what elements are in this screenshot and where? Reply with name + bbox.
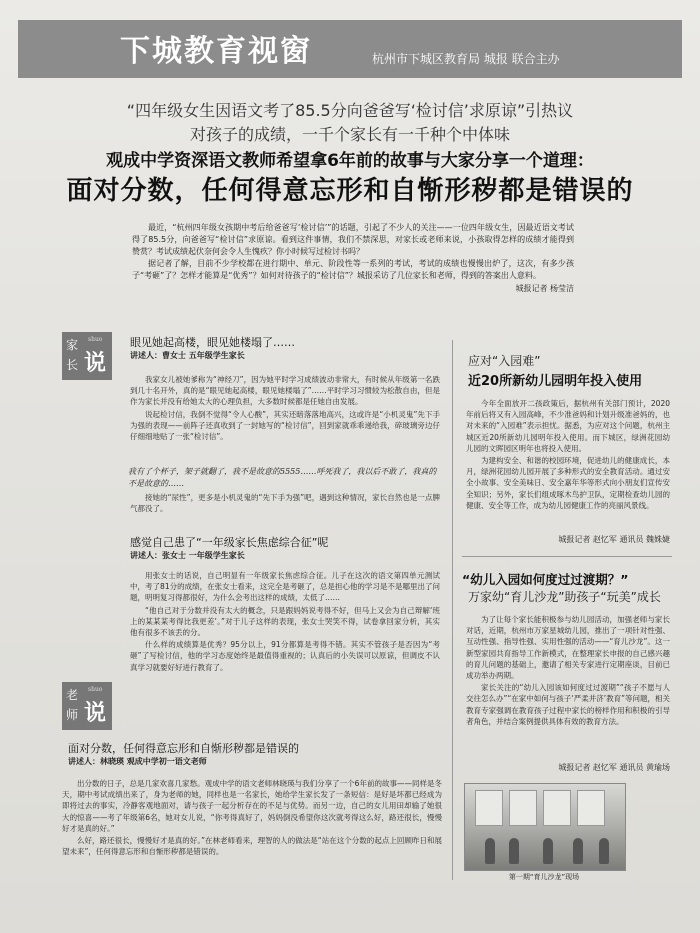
lead-kicker-3: 观成中学资深语文教师希望拿6年前的故事与大家分享一个道理： bbox=[106, 151, 594, 171]
badge-char: 长 bbox=[66, 358, 79, 372]
photo-window bbox=[475, 790, 503, 826]
photo-person bbox=[599, 838, 609, 864]
lead-kicker-2: 对孩子的成绩，一千个家长有一千种个中体味 bbox=[189, 125, 510, 144]
badge-char: 家 bbox=[66, 338, 79, 352]
teacher-says-badge bbox=[62, 682, 112, 730]
right-article2-subtitle: 万家幼“育儿沙龙”助孩子“玩美”成长 bbox=[468, 590, 661, 604]
parent-article1-body bbox=[130, 374, 440, 443]
handwritten-letter: 我有了个杯子，架子就翻了，我不是故意的5555……呼死我了，我以后不敢了，我真的不是故意的…… bbox=[128, 467, 437, 488]
parent-article1-closing bbox=[130, 492, 440, 515]
article-paragraph: 什么样的成绩算是优秀？95分以上，91分都算是考得不错。其实不管孩子是否因为“考砸”了写检讨信，他的学习态度始终是最值得重视的；认真后的小失误可以原谅，但调皮不认真学习就要好好进行教育了。 bbox=[130, 640, 440, 672]
right-article1-body bbox=[466, 398, 670, 512]
parent-article2-byline: 讲述人：张女士 一年级学生家长 bbox=[130, 551, 245, 560]
right-article1-byline: 城报记者 赵忆军 通讯员 魏姝婕 bbox=[558, 535, 670, 544]
lead-intro bbox=[132, 222, 574, 295]
article-paragraph: 么好，路还很长，慢慢好才是真的好。”在林老师看来，理智的人的做法是“站在这个分数的起点上回顾昨日和展望未来”，任何得意忘形和自惭形秽都是错误的。 bbox=[62, 836, 442, 857]
article-paragraph: 接她的“尿性”，更多是小机灵鬼的“先下手为强”吧，遇到这种情况，家长自然也是一点脾气都没了。 bbox=[130, 493, 440, 514]
lead-kicker-1: “四年级女生因语文考了85.5分向爸爸写‘检讨信’求原谅”引热议 bbox=[126, 101, 574, 120]
photo-caption: 第一期“育儿沙龙”现场 bbox=[508, 873, 580, 881]
salon-photo bbox=[464, 783, 626, 871]
photo-window bbox=[543, 790, 571, 826]
right-article1-kicker: 应对“入园难” bbox=[468, 354, 541, 368]
teacher-article-title: 面对分数，任何得意忘形和自惭形秽都是错误的 bbox=[68, 742, 299, 755]
badge-char: 师 bbox=[66, 708, 79, 722]
article-paragraph: 出分数的日子，总是几家欢喜几家愁。观成中学的语文老师林晓瑛与我们分享了一个6年前的故事——同样是冬天，期中考试成绩出来了，身为老师的她，同样也是一名家长，她给学生家长发了一条短信：是好是坏都已经成为即将过去的事实，冷静客观地面对，请与孩子一起分析存在的不足与优势。而另一边，自己的女儿用田却输了她很大的惊喜——考了年级第6名，她对女儿说，“你考得真好了，妈妈倒没希望你这次就考得这么好，路还很长，慢慢好才是真的好。” bbox=[62, 779, 442, 833]
badge-char-large: 说 bbox=[84, 700, 107, 726]
article-paragraph: 为了让每个家长能积极参与幼儿园活动，加强老师与家长对话，近期，杭州市万家星城幼儿园，推出了一项针对性强、互动性强、指导性强、实用性强的活动——“育儿沙龙”。这一新型家园共育指导工作新模式，在整理家长申报的自己感兴趣的育儿问题的基础上，邀请了相关专家进行定期座谈，目前已成功举办两期。 bbox=[466, 615, 670, 681]
right-article1-title: 近20所新幼儿园明年投入使用 bbox=[468, 374, 643, 389]
photo-window bbox=[577, 790, 605, 826]
article-paragraph: 家长关注的“幼儿入园该如何度过过渡期”“孩子不愿与人交往怎么办”“在家中如何与孩子‘严柔并济’教育”等问题，相关教育专家强调在教育孩子过程中家长的榜样作用和积极的引导者角色，并结合案例提供具体有效的教育方法。 bbox=[466, 683, 670, 726]
badge-pinyin: shuo bbox=[88, 686, 103, 693]
photo-person bbox=[485, 838, 495, 864]
intro-paragraph: 最近，“杭州四年级女孩期中考后给爸爸写‘检讨信’”的话题，引起了不少人的关注——一位四年级女生，因最近语文考试得了85.5分，向爸爸写“检讨信”求原谅。看到这件事情，我们不禁深思，对家长或老师来说，小孩取得怎样的成绩才能得到赞赏？考试成绩起伏奈何会令人生愧疚？你小时候写过检讨书吗？ bbox=[132, 223, 574, 256]
right-article2-title: “幼儿入园如何度过过渡期？” bbox=[462, 572, 629, 587]
article-paragraph: 用张女士的话说，自己明显有一年级家长焦虑综合征。儿子在这次的语文第四单元测试中，考了81分的成绩，在张女士看来，这完全是考砸了，总是担心他的学习是不是哪里出了问题，明明复习得都很好，为什么会考出这样的成绩，太低了…… bbox=[130, 571, 440, 603]
photo-person bbox=[573, 838, 583, 864]
photo-person bbox=[543, 838, 553, 864]
article-separator bbox=[462, 556, 672, 557]
article-paragraph: 今年全面放开二孩政策后，据杭州有关部门预计，2020年前后将又有入园高峰，不少准爸妈和计划升级准爸妈的，也对未来的“入园难”表示担忧。据悉，为应对这个问题，杭州主城区近20所新幼儿园明年投入使用。而下城区，绿洲花园幼儿园的文晖园区明年也将投入使用。 bbox=[466, 399, 670, 453]
teacher-article-body bbox=[62, 778, 442, 858]
badge-char: 老 bbox=[66, 688, 79, 702]
parent-article1-title: 眼见她起高楼，眼见她楼塌了…… bbox=[130, 336, 295, 349]
lead-headline: 面对分数，任何得意忘形和自惭形秽都是错误的 bbox=[66, 176, 634, 206]
photo-window bbox=[509, 790, 537, 826]
section-title: 下城教育视窗 bbox=[120, 34, 312, 69]
right-article2-body bbox=[466, 614, 670, 728]
lead-byline: 城报记者 杨莹洁 bbox=[515, 284, 574, 293]
photo-person bbox=[509, 838, 519, 864]
article-paragraph: “他自己对于分数并没有太大的概念，只是跟妈妈说考得不好，但马上又会为自己辩解‘班上的某某某考得比我更差’。”对于儿子这样的表现，张女士哭笑不得，试卷拿回家分析，其实他有很多不该丢的分。 bbox=[130, 605, 440, 638]
section-sponsors: 杭州市下城区教育局 城报 联合主办 bbox=[372, 52, 560, 66]
section-header-bar bbox=[18, 20, 682, 78]
intro-paragraph: 据记者了解，目前不少学校都在进行期中、单元、阶段性等一系列的考试，考试的成绩也慢慢出炉了，这次，有多少孩子“考砸”了？怎样才能算是“优秀”？如何对待孩子的“检讨信”？城报采访了几位家长和老师，得到的答案出人意料。 bbox=[132, 259, 574, 280]
teacher-article-byline: 讲述人：林晓瑛 观成中学初一语文老师 bbox=[68, 757, 207, 766]
parent-article2-title: 感觉自己患了“一年级家长焦虑综合征”呢 bbox=[130, 536, 329, 549]
badge-char-large: 说 bbox=[84, 350, 107, 376]
article-paragraph: 为建构安全、和谐的校园环境，促进幼儿的健康成长，本月，绿洲花园幼儿园开展了多种形式的安全教育活动。通过安全小故事、安全美味日、安全嘉年华等形式向小朋友们宣传安全知识；另外，家长们组成啄木鸟护卫队，定期检查幼儿园的健康、安全等工作，成为幼儿园健康工作的亮丽风景线。 bbox=[466, 456, 670, 510]
parent-article2-body bbox=[130, 570, 440, 674]
badge-pinyin: shuo bbox=[88, 336, 103, 343]
article-paragraph: 我家女儿被她爹称为“神经刀”，因为她平时学习成绩波动非常大，有时候从年级第一名跌到几十名开外，真的是“眼见她起高楼，眼见她楼塌了”……平时学习习惯较为松散自由，但是作为家长并没有给她太大的心理负担，大多数时候都是任她自由发展。 bbox=[130, 375, 440, 407]
parent-says-badge bbox=[62, 332, 112, 380]
column-divider bbox=[452, 340, 453, 880]
parent-article1-byline: 讲述人：曹女士 五年级学生家长 bbox=[130, 351, 245, 360]
article-paragraph: 说起检讨信，我倒不觉得“令人心酸”，其实还暗落落地高兴，这或许是“小机灵鬼”先下手为强的表现——前阵子还真收到了一封她写的“检讨信”，回到家就乖乖递给我，碎玻璃旁边仔仔细细地贴了一张“检讨信”。 bbox=[130, 409, 440, 442]
right-article2-byline: 城报记者 赵忆军 通讯员 黄瑜场 bbox=[558, 763, 670, 772]
